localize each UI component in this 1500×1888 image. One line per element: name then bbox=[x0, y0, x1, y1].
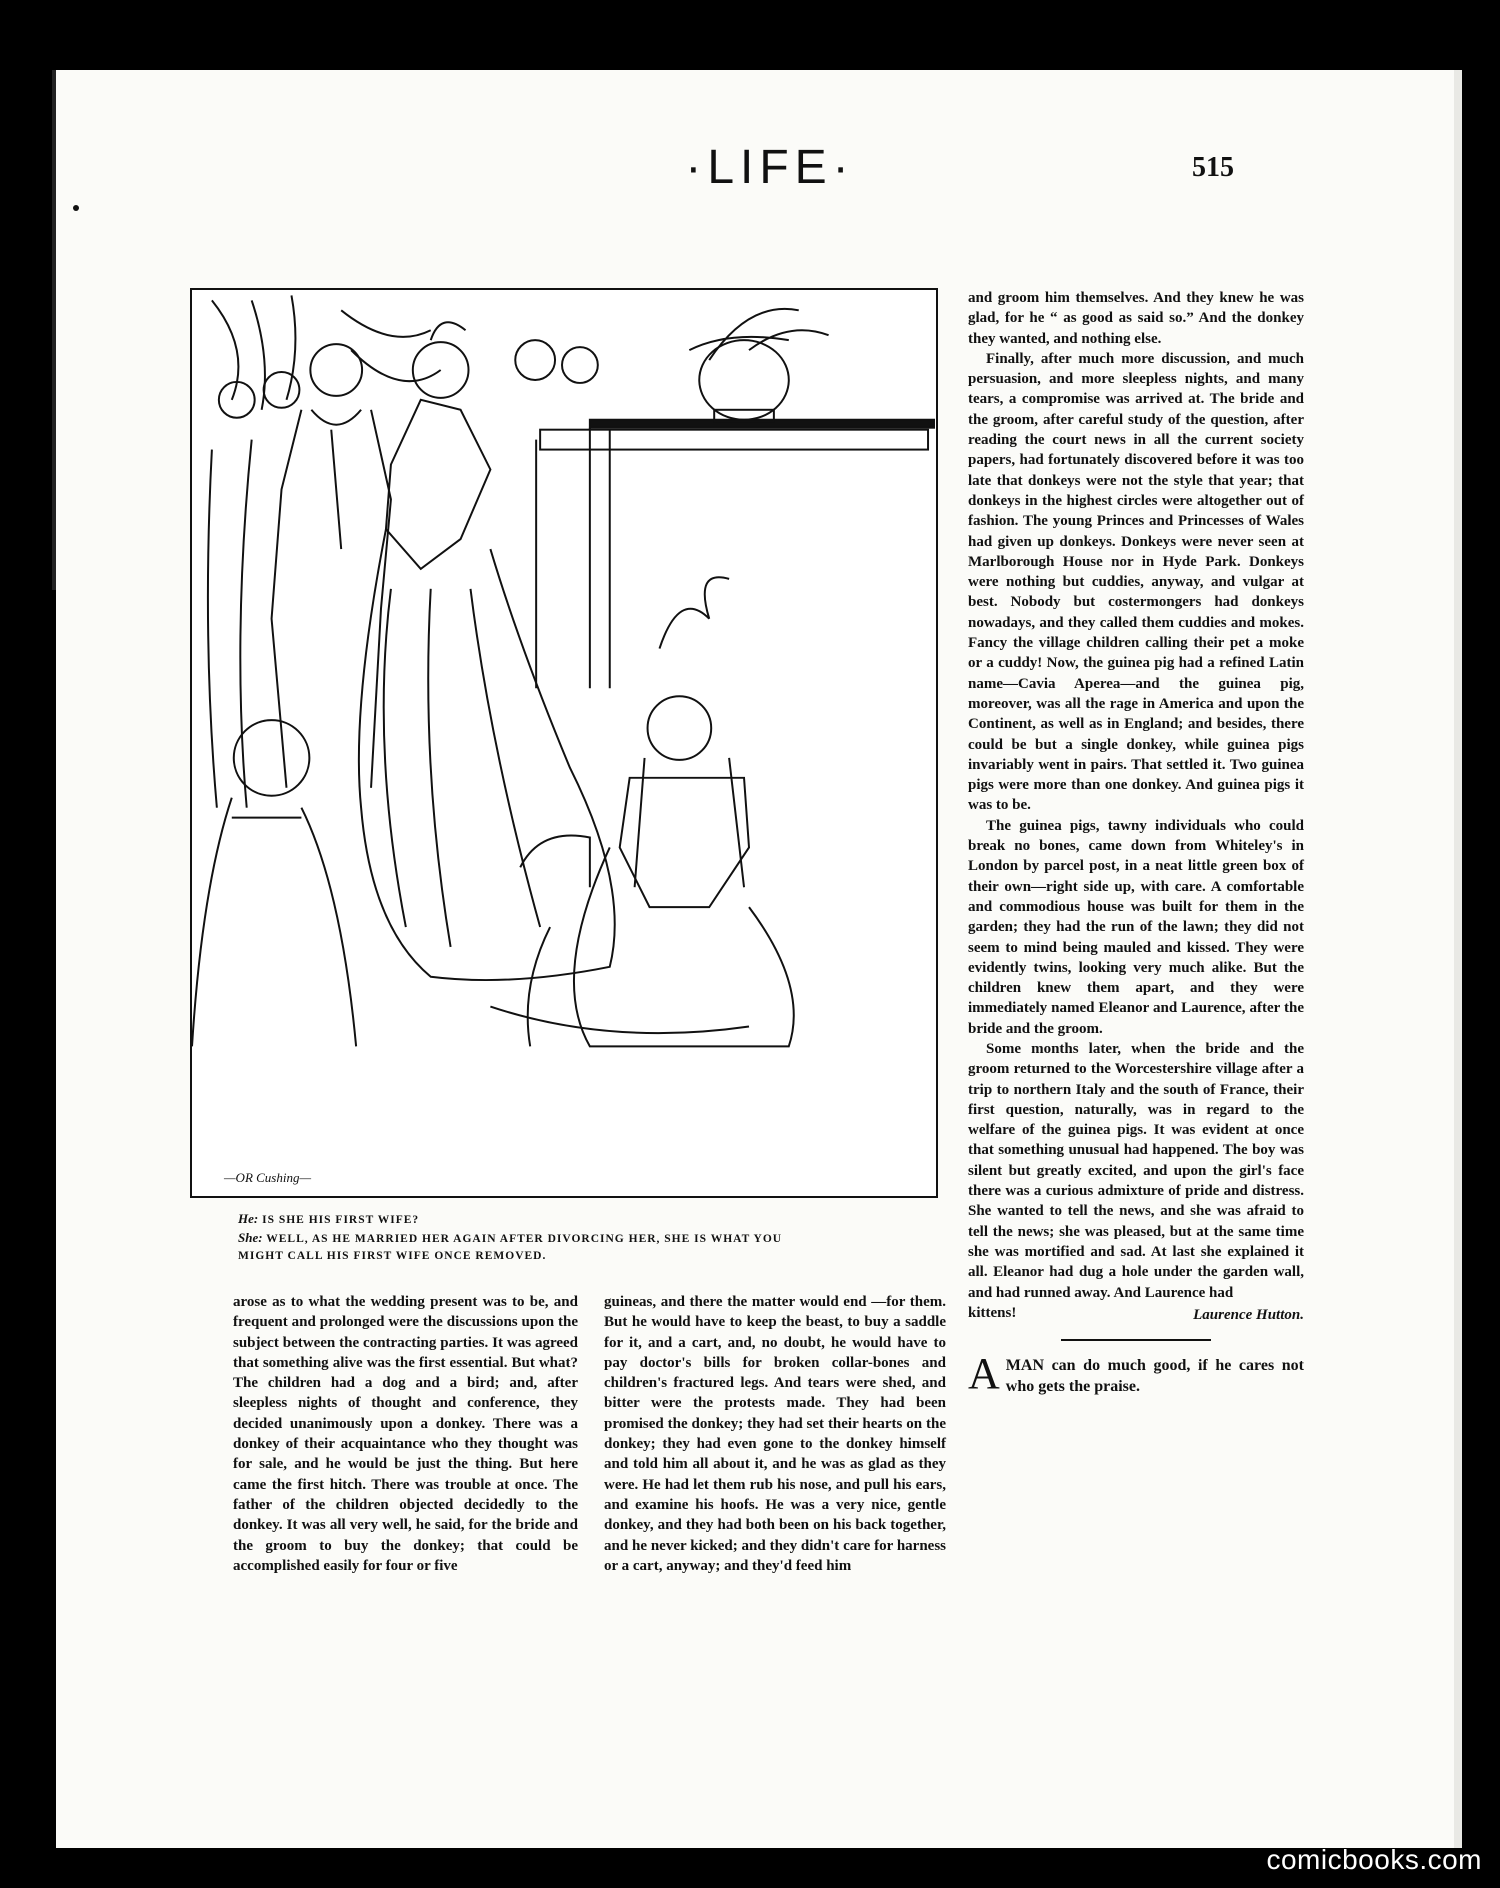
last-word: kittens! bbox=[968, 1304, 1017, 1321]
paragraph: The guinea pigs, tawny individuals who could break no bones, came down from Whiteley's in London by parcel post, in a neat little green box of their own—right side up, with care. A comfortable and commodious house was built for them in the garden; they had the run of the lawn; they did not seem to mind being mauled and kissed. They were evidently twins, looking very much alike. But the children knew them apart, and they were immediately named Eleanor and Laurence, after the bride and the groom. bbox=[968, 817, 1304, 1037]
article-column-middle bbox=[604, 1292, 946, 1576]
illustration-drawing-icon bbox=[192, 290, 936, 1196]
engraving-illustration bbox=[190, 288, 938, 1198]
caption-speaker-he: He: bbox=[238, 1211, 259, 1226]
binding-hole-icon bbox=[73, 205, 79, 211]
caption-line-2 bbox=[238, 1229, 878, 1248]
illustration-caption bbox=[238, 1210, 878, 1265]
paragraph: and groom him themselves. And they knew he was glad, for he “ as good as said so.” And the donkey they wanted, and nothing else. bbox=[968, 290, 1304, 347]
aphorism bbox=[968, 1349, 1304, 1399]
paragraph: Finally, after much more discussion, and much persuasion, and more sleepless nights, and many tears, a compromise was arrived at. The bride and the groom, after careful study of the question, after reading the court news in all the current society papers, had fortunately discovered before it was too late that donkeys were not the style that year; that donkeys in the highest circles were altogether out of fashion. The young Princes and Princesses of Wales had given up donkeys. Donkeys were never seen at Marlborough House nor in Hyde Park. Donkeys were nothing but cuddies, anyway, and vulgar at best. Nobody but costermongers had donkeys nowadays, and they called them cuddies and mokes. Fancy the village children calling their pet a moke or a cuddy! Now, the guinea pig had a refined Latin name—Cavia Aperea—and the guinea pig, moreover, was all the rage in America and upon the Continent, as well as in England; and besides, there could be but a single donkey, while guinea pigs invariably went in pairs. That settled it. Two guinea pigs were more than one donkey. And guinea pigs it was to be. bbox=[968, 350, 1304, 814]
aphorism-text: MAN can do much good, if he cares not who gets the praise. bbox=[1005, 1357, 1304, 1396]
section-divider bbox=[1061, 1339, 1211, 1341]
author-byline: Laurence Hutton. bbox=[1193, 1306, 1304, 1323]
caption-text-1: IS SHE HIS FIRST WIFE? bbox=[262, 1214, 420, 1226]
caption-speaker-she: She: bbox=[238, 1230, 263, 1245]
page-number: 515 bbox=[1192, 152, 1234, 183]
masthead-title: ·LIFE· bbox=[685, 141, 855, 194]
site-watermark: comicbooks.com bbox=[1266, 1844, 1482, 1875]
closing-line bbox=[968, 1303, 1304, 1325]
paragraph: guineas, and there the matter would end —for them. But he would have to keep the beast, to buy a saddle for it, and a cart, and, no doubt, he would have to pay doctor's bills for broken collar-bones and children's fractured legs. And tears were shed, and bitter were the protests made. They had been promised the donkey; they had set their hearts on the donkey; they had even gone to the donkey himself and told him all about it, and he was as glad as they were. He had let them rub his nose, and pull his ears, and examine his hoofs. He was a very nice, gentle donkey, and they had both been on his back together, and he never kicked; and they didn't care for harness or a cart, anyway; and they'd feed him bbox=[604, 1294, 946, 1574]
caption-line-3: MIGHT CALL HIS FIRST WIFE ONCE REMOVED. bbox=[238, 1250, 547, 1262]
article-column-left bbox=[233, 1292, 578, 1576]
caption-line-1 bbox=[238, 1210, 878, 1229]
article-column-right bbox=[968, 288, 1304, 1397]
page-edge bbox=[1454, 70, 1462, 1848]
paragraph: Some months later, when the bride and the groom returned to the Worcestershire village after a trip to northern Italy and the south of France, their first question, naturally, was in regard to the welfare of the guinea pigs. It was evident at once that something unusual had happened. The boy was silent but greatly excited, and upon the girl's face there was a curious admixture of pride and distress. She wanted to tell the news, and she was afraid to tell the news; she was pleased, but at the same time she was mortified and sad. At last she explained it all. Eleanor had dug a hole under the garden wall, and had runned away. And Laurence had bbox=[968, 1040, 1304, 1301]
paragraph: arose as to what the wedding present was to be, and frequent and prolonged were the discussions upon the subject between the contracting parties. It was agreed that something alive was the first essential. But what? The children had a dog and a bird; and, after sleepless nights of thought and conference, they decided unanimously upon a donkey. There was a donkey of their acquaintance who they thought was for sale, and he would be just the thing. But here came the first hitch. There was trouble at once. The father of the children objected decidedly to the donkey. It was all very well, he said, for the bride and the groom to buy the donkey; that could be accomplished easily for four or five bbox=[233, 1294, 578, 1574]
drop-cap: A bbox=[968, 1349, 1000, 1399]
caption-text-2: WELL, AS HE MARRIED HER AGAIN AFTER DIVORCING HER, SHE IS WHAT YOU bbox=[266, 1233, 783, 1245]
artist-signature: —OR Cushing— bbox=[220, 1170, 315, 1186]
